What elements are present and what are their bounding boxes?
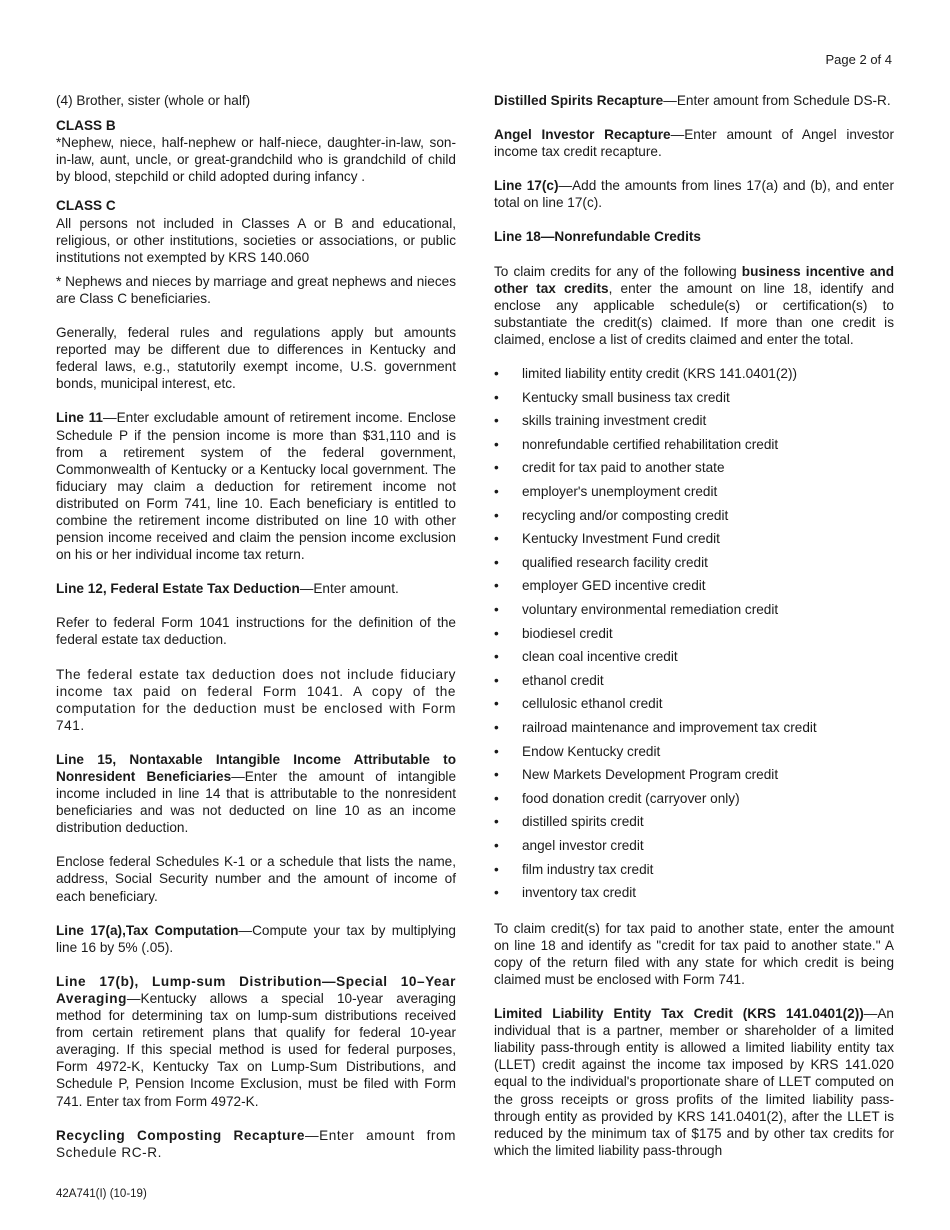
recycling-recapture-label: Recycling Composting Recapture (56, 1127, 305, 1143)
left-column (56, 92, 456, 1178)
line-17a-text: —Compute your tax by multiplying line 16 by 5% (.05). (56, 922, 456, 955)
credit-list-item: • employer GED incentive credit (494, 577, 894, 601)
line-17a-paragraph (56, 922, 456, 956)
class-c-note: * Nephews and nieces by marriage and great nephews and nieces are Class C beneficiaries. (56, 273, 456, 306)
credit-list-item: • cellulosic ethanol credit (494, 695, 894, 719)
brother-sister-item: (4) Brother, sister (whole or half) (56, 93, 251, 108)
credit-list-item: • skills training investment credit (494, 412, 894, 436)
line-12-text: —Enter amount. (299, 581, 399, 597)
line-17b-label: Line 17(b), Lump-sum Distribution—Special 10–Year Averaging (56, 973, 456, 1006)
line-17c-paragraph (494, 177, 894, 211)
refer-1041-paragraph: Refer to federal Form 1041 instructions for the definition of the federal estate tax deduction. (56, 615, 456, 648)
distilled-spirits-text: —Enter amount from Schedule DS-R. (663, 93, 891, 108)
line-11-text: —Enter excludable amount of retirement income. Enclose Schedule P if the pension income is more than $31,110 and is from a retirement system of the federal government, Commonwealth of Kentucky or a Kentucky local government. The fiduciary may claim a deduction for retirement income not distributed on Form 741, line 10. Each beneficiary is entitled to combine the retirement income distributed on line 10 with other pension income received and claim the pension income exclusion on his or her individual income tax return. (56, 410, 456, 563)
line-15-paragraph (56, 751, 456, 836)
general-rules-paragraph: Generally, federal rules and regulations apply but amounts reported may be different due to differences in Kentucky and federal laws, e.g., statutorily exempt income, U.S. government bonds, municipal interest, etc. (56, 325, 456, 392)
page-number: Page 2 of 4 (825, 52, 892, 67)
credit-list-item: • nonrefundable certified rehabilitation credit (494, 436, 894, 460)
angel-investor-text: —Enter amount of Angel investor income tax credit recapture. (494, 127, 894, 160)
other-state-paragraph: To claim credit(s) for tax paid to another state, enter the amount on line 18 and identify as "credit for tax paid to another state." A copy of the return filed with any state for which credit is being claimed must be enclosed with Form 741. (494, 920, 894, 987)
credit-list-item: • inventory tax credit (494, 884, 894, 908)
class-b-heading: CLASS B (56, 118, 116, 134)
credit-list-item: • angel investor credit (494, 837, 894, 861)
angel-investor-label: Angel Investor Recapture (494, 127, 671, 143)
distilled-spirits-label: Distilled Spirits Recapture (494, 93, 664, 108)
line-12-label: Line 12, Federal Estate Tax Deduction (56, 581, 300, 597)
line-15-label: Line 15, Nontaxable Intangible Income Attributable to Nonresident Beneficiaries (56, 751, 456, 784)
credit-list-item: • railroad maintenance and improvement tax credit (494, 719, 894, 743)
line-12-paragraph (56, 580, 456, 597)
credit-list-item: • Kentucky small business tax credit (494, 389, 894, 413)
recycling-recapture-paragraph (56, 1127, 456, 1161)
llet-text: —An individual that is a partner, member or shareholder of a limited liability pass-through entity is allowed a limited liability entity tax (LLET) credit against the income tax imposed by KRS 141.020 equal to the individual's proportionate share of LLET computed on the gross receipts or gross profits of the limited liability pass-through entity as provided by KRS 141.0401(2), after the LLET is reduced by the minimum tax of $175 and by other tax credits for which the limited liability pass-through (494, 1006, 894, 1158)
claim-credits-pre: To claim credits for any of the following (494, 263, 742, 279)
estate-tax-note-paragraph: The federal estate tax deduction does not include fiduciary income tax paid on federal Form 1041. A copy of the computation for the deduction must be enclosed with Form 741. (56, 666, 456, 733)
credit-list-item: • limited liability entity credit (KRS 141.0401(2)) (494, 365, 894, 389)
line-18-heading: Line 18—Nonrefundable Credits (494, 229, 701, 245)
class-c-heading: CLASS C (56, 198, 116, 214)
credit-list-item: • voluntary environmental remediation credit (494, 601, 894, 625)
credit-list-item: • biodiesel credit (494, 625, 894, 649)
recycling-recapture-text: —Enter amount from Schedule RC-R. (56, 1127, 456, 1160)
right-column (494, 92, 894, 1176)
line-17c-label: Line 17(c) (494, 178, 559, 194)
claim-credits-post: , enter the amount on line 18, identify and enclose any applicable schedule(s) or certification(s) to substantiate the credit(s) claimed. If more than one credit is claimed, enclose a list of credits claimed and enter the total. (494, 280, 894, 347)
line-15-text: —Enter the amount of intangible income included in line 14 that is attributable to the nonresident beneficiaries and was not deducted on line 10 as an income distribution deduction. (56, 769, 457, 836)
line-11-label: Line 11 (56, 410, 103, 426)
claim-credits-paragraph (494, 263, 894, 348)
credit-list-item: • qualified research facility credit (494, 554, 894, 578)
credit-list-item: • employer's unemployment credit (494, 483, 894, 507)
llet-label: Limited Liability Entity Tax Credit (KRS 141.0401(2)) (494, 1006, 864, 1022)
credit-list-item: • Kentucky Investment Fund credit (494, 530, 894, 554)
credit-list-item: • ethanol credit (494, 672, 894, 696)
line-17a-label: Line 17(a),Tax Computation (56, 922, 239, 938)
credit-list-item: • recycling and/or composting credit (494, 507, 894, 531)
class-b-text: *Nephew, niece, half-nephew or half-niece, daughter-in-law, son-in-law, aunt, uncle, or great-grandchild who is grandchild of child by blood, stepchild or child adopted during infancy . (56, 135, 456, 185)
claim-credits-bold: business incentive and other tax credits (494, 263, 894, 296)
credit-list-item: • New Markets Development Program credit (494, 766, 894, 790)
credit-list-item: • clean coal incentive credit (494, 648, 894, 672)
line-17c-text: —Add the amounts from lines 17(a) and (b), and enter total on line 17(c). (494, 178, 894, 211)
line-17b-paragraph (56, 973, 456, 1110)
line-17b-text: —Kentucky allows a special 10-year averaging method for determining tax on lump-sum distributions received from certain retirement plans that qualify for federal 10-year averaging. If this special method is used for federal purposes, Form 4972-K, Kentucky Tax on Lump-Sum Distributions, and Schedule P, Pension Income Exclusion, must be filed with Form 741. Enter tax from Form 4972-K. (56, 990, 456, 1109)
credits-list (494, 365, 894, 908)
credit-list-item: • food donation credit (carryover only) (494, 790, 894, 814)
class-c-text: All persons not included in Classes A or B and educational, religious, or other institutions, societies or associations, or public institutions not exempted by KRS 140.060 (56, 215, 456, 265)
credit-list-item: • Endow Kentucky credit (494, 743, 894, 767)
line-11-paragraph (56, 409, 456, 563)
llet-paragraph (494, 1005, 894, 1159)
credit-list-item: • film industry tax credit (494, 861, 894, 885)
form-code-footer: 42A741(I) (10-19) (56, 1188, 147, 1200)
credit-list-item: • distilled spirits credit (494, 813, 894, 837)
distilled-spirits-paragraph (494, 92, 894, 109)
angel-investor-paragraph (494, 126, 894, 160)
enclose-k1-paragraph: Enclose federal Schedules K-1 or a schedule that lists the name, address, Social Security number and the amount of income of each beneficiary. (56, 854, 456, 904)
credit-list-item: • credit for tax paid to another state (494, 459, 894, 483)
